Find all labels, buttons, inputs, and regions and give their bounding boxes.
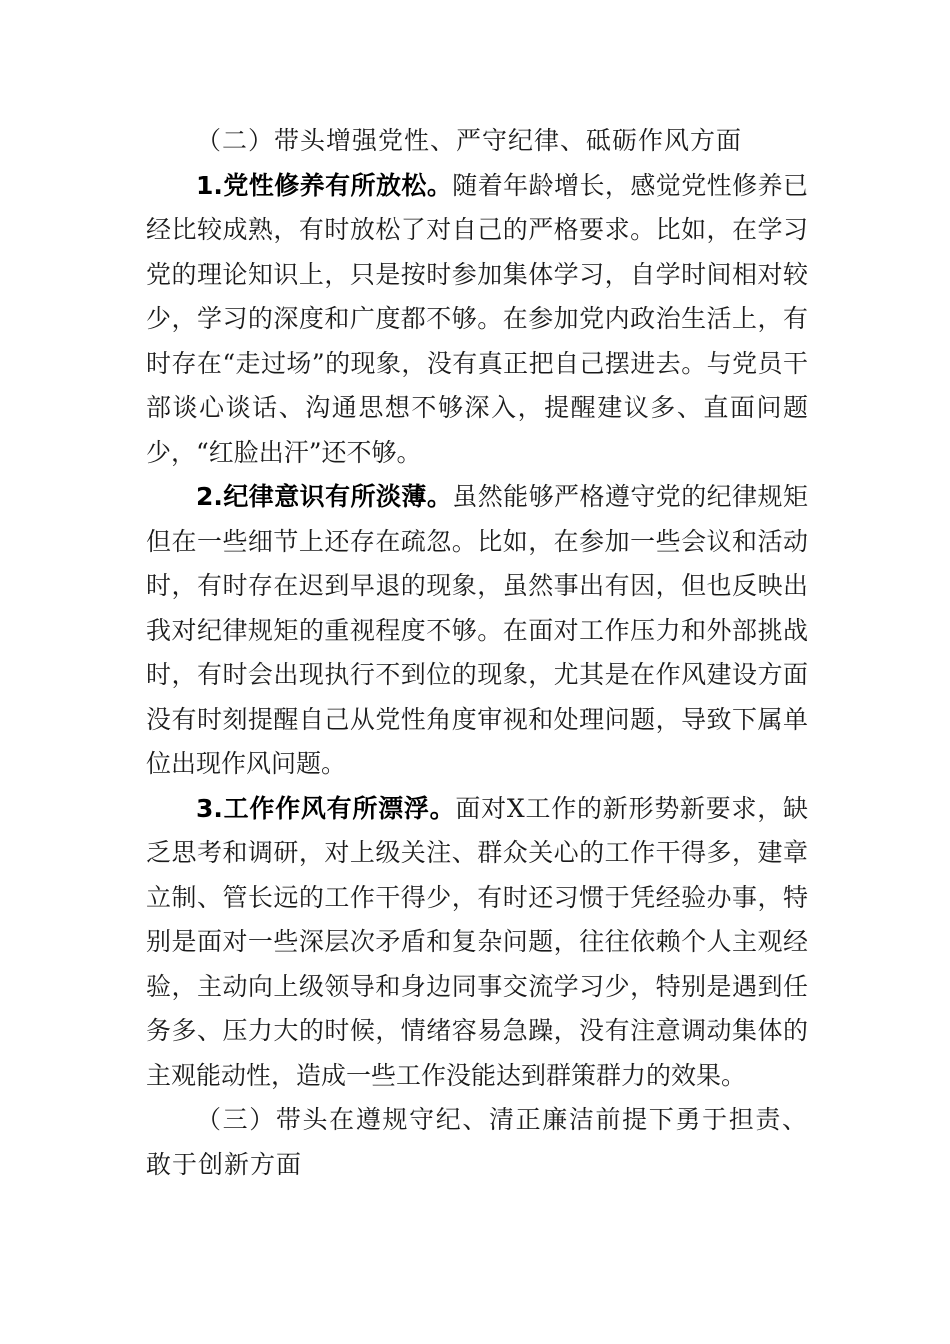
item-lead-1: 1.党性修养有所放松。 bbox=[196, 170, 453, 200]
item-lead-2: 2.纪律意识有所淡薄。 bbox=[196, 482, 453, 511]
item-lead-3: 3.工作作风有所漂浮。 bbox=[196, 793, 456, 823]
section-heading-3: （三）带头在遵规守纪、清正廉洁前提下勇于担责、敢于创新方面 bbox=[146, 1105, 808, 1179]
document-body bbox=[146, 119, 808, 1187]
section-heading-2: （二）带头增强党性、严守纪律、砥砺作风方面 bbox=[196, 126, 743, 155]
paragraph-item-3 bbox=[146, 787, 808, 1099]
item-body-1: 随着年龄增长，感觉党性修养已经比较成熟，有时放松了对自己的严格要求。比如，在学习党的理论知识上，只是按时参加集体学习，自学时间相对较少，学习的深度和广度都不够。在参加党内政治生活上，有时存在“走过场”的现象，没有真正把自己摆进去。与党员干部谈心谈话、沟通思想不够深入，提醒建议多、直面问题少，“红脸出汗”还不够。 bbox=[146, 170, 808, 467]
item-body-3: 面对X工作的新形势新要求，缺乏思考和调研，对上级关注、群众关心的工作干得多，建章立制、管长远的工作干得少，有时还习惯于凭经验办事，特别是面对一些深层次矛盾和复杂问题，往往依赖个人主观经验，主动向上级领导和身边同事交流学习少，特别是遇到任务多、压力大的时候，情绪容易急躁，没有注意调动集体的主观能动性，造成一些工作没能达到群策群力的效果。 bbox=[146, 793, 808, 1090]
paragraph-item-2 bbox=[146, 475, 808, 787]
paragraph-item-1 bbox=[146, 164, 808, 476]
item-body-2: 虽然能够严格遵守党的纪律规矩但在一些细节上还存在疏忽。比如，在参加一些会议和活动时，有时存在迟到早退的现象，虽然事出有因，但也反映出我对纪律规矩的重视程度不够。在面对工作压力和外部挑战时，有时会出现执行不到位的现象，尤其是在作风建设方面没有时刻提醒自己从党性角度审视和处理问题，导致下属单位出现作风问题。 bbox=[146, 482, 808, 778]
